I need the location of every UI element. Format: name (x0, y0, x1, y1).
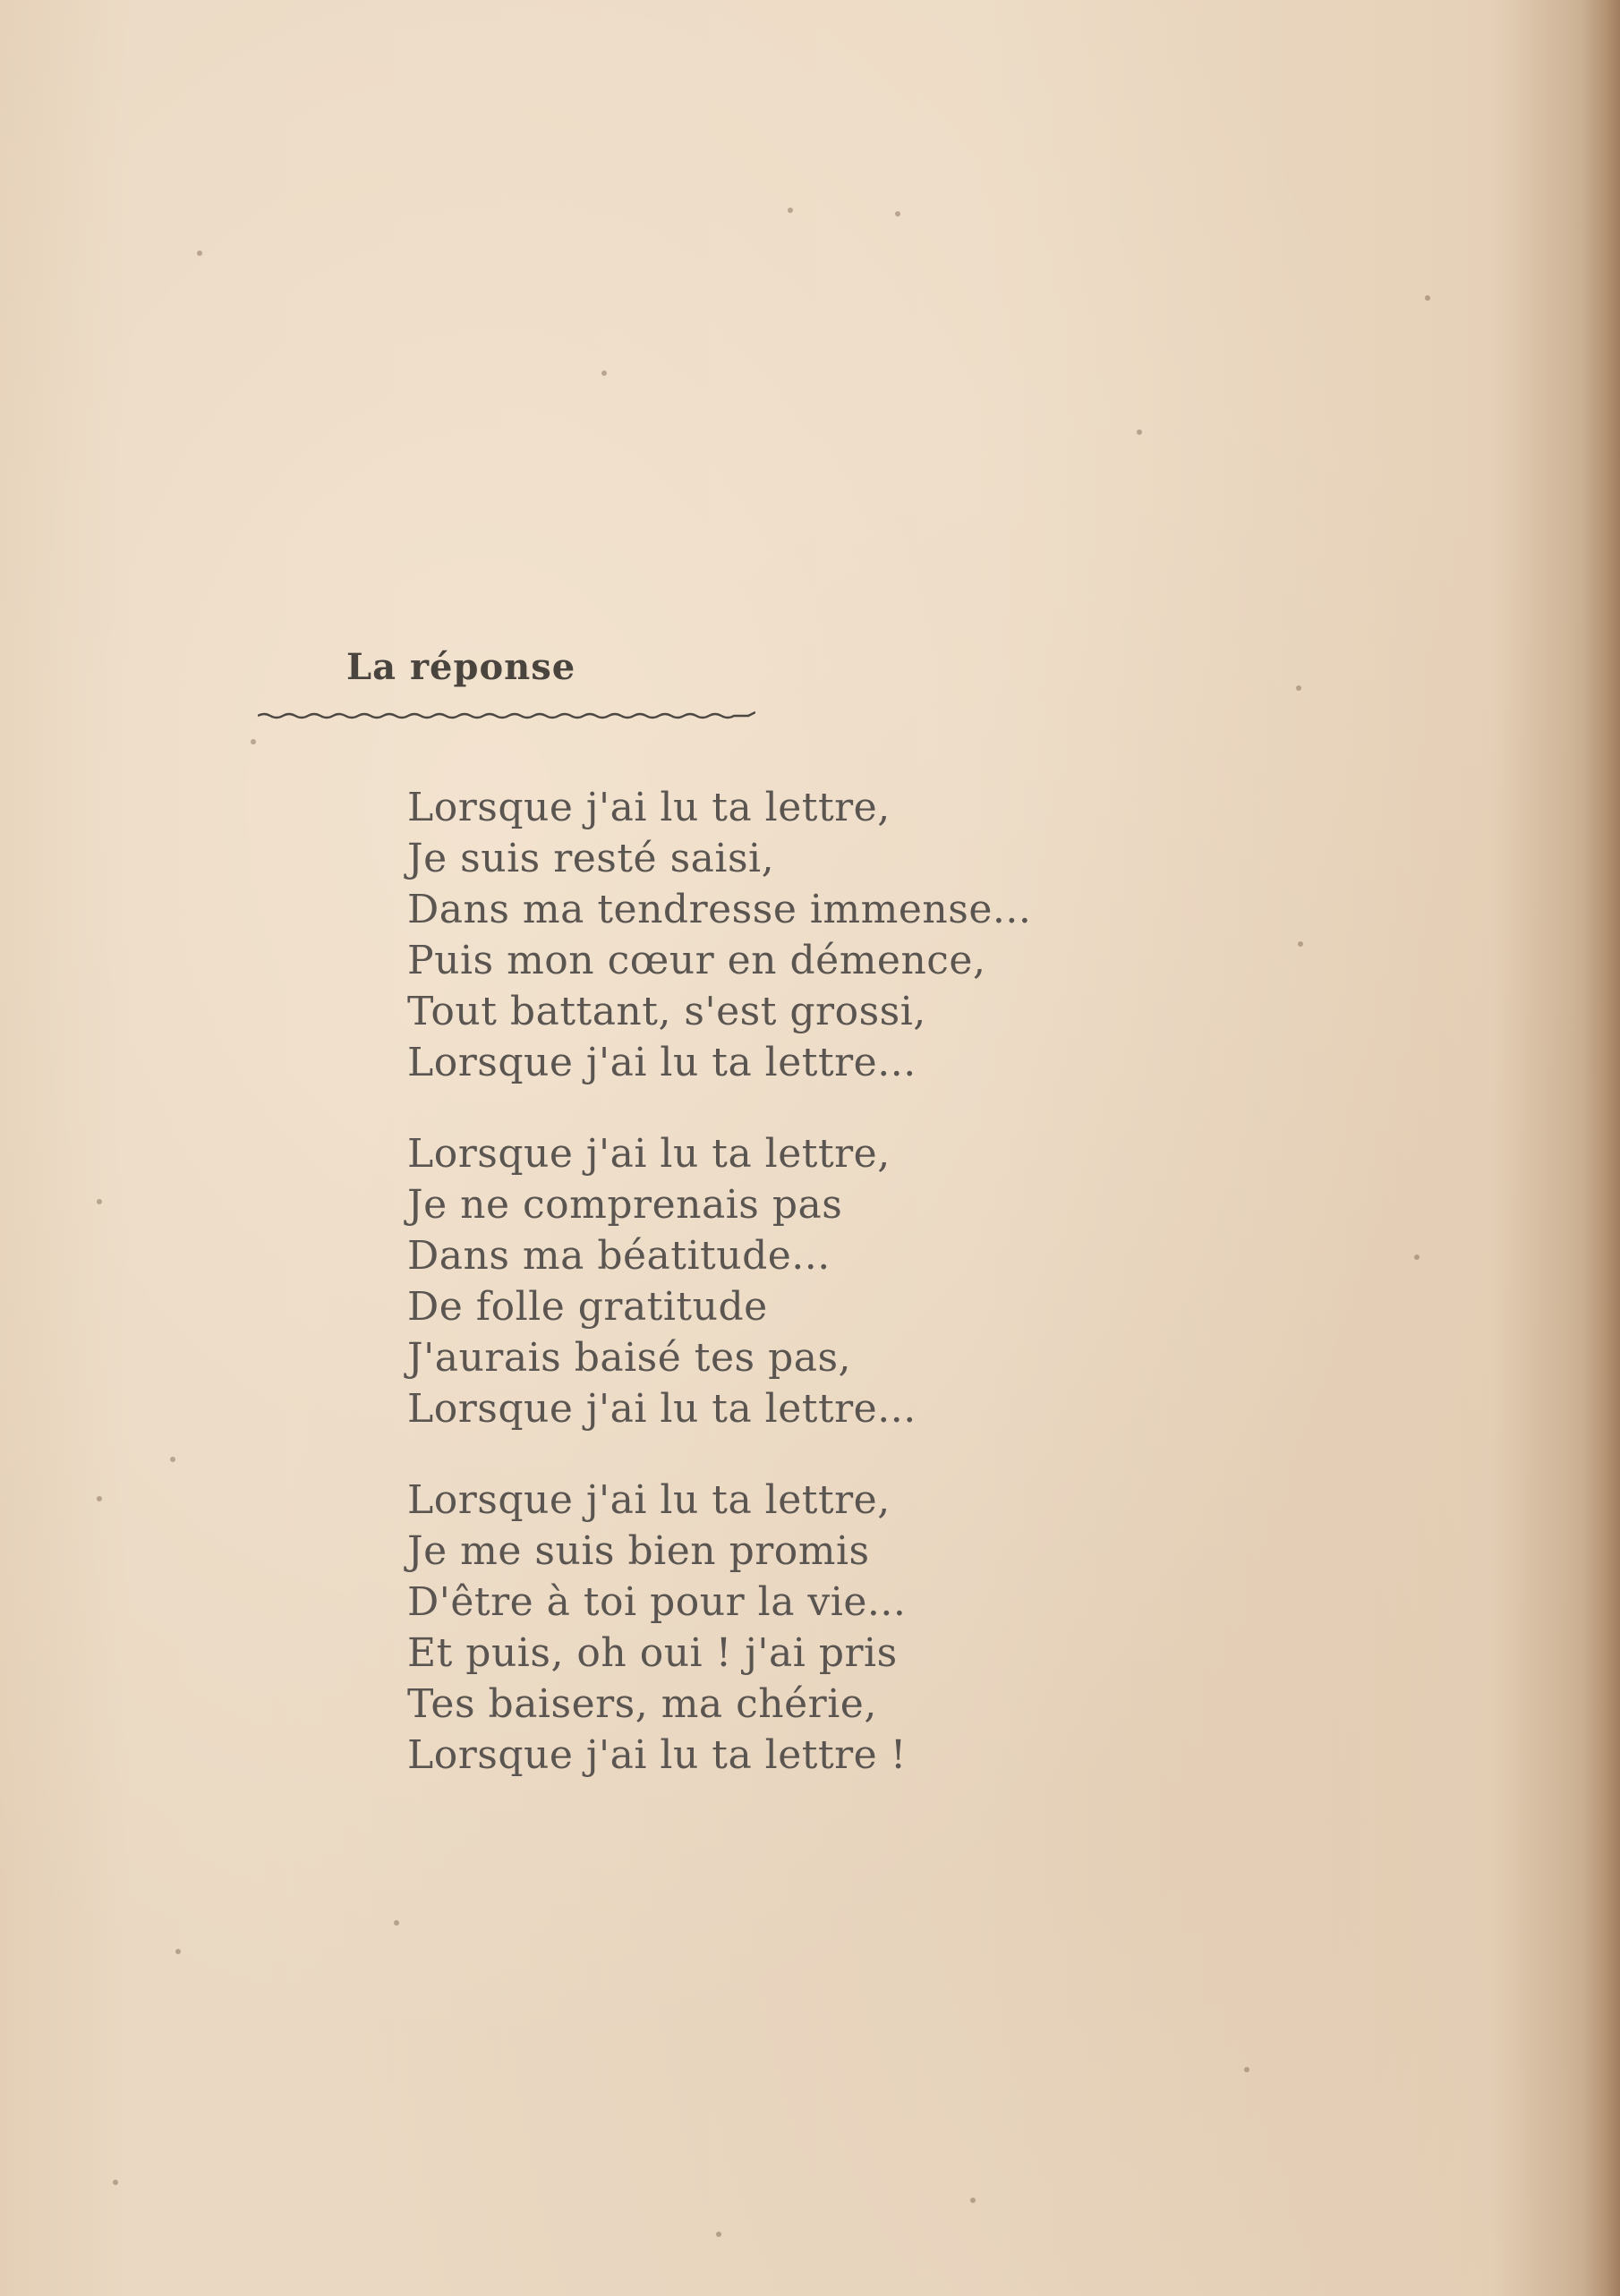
verse-line: D'être à toi pour la vie... (407, 1579, 907, 1625)
poem-title: La réponse (346, 646, 576, 688)
paper-speck (251, 739, 256, 744)
paper-speck (394, 1920, 399, 1926)
paper-speck (895, 211, 900, 217)
paper-speck (175, 1949, 181, 1954)
verse-line: Dans ma béatitude... (407, 1233, 831, 1279)
stanza-2 (407, 1128, 1031, 1434)
poem-body (407, 782, 1031, 1821)
stanza-3 (407, 1475, 1031, 1781)
verse-line: Je ne comprenais pas (407, 1182, 843, 1228)
verse-line: Puis mon cœur en démence, (407, 938, 986, 983)
stanza-1 (407, 782, 1031, 1088)
verse-line: Lorsque j'ai lu ta lettre... (407, 1386, 917, 1432)
paper-speck (197, 251, 202, 256)
verse-line: J'aurais baisé tes pas, (407, 1335, 852, 1381)
verse-line: De folle gratitude (407, 1284, 768, 1330)
paper-speck (97, 1496, 102, 1501)
paper-speck (788, 208, 793, 213)
verse-line: Lorsque j'ai lu ta lettre... (407, 1040, 917, 1085)
page-edge-shadow (1584, 0, 1620, 2296)
paper-speck (970, 2198, 976, 2203)
paper-speck (1244, 2067, 1249, 2072)
verse-line: Lorsque j'ai lu ta lettre ! (407, 1732, 907, 1778)
paper-speck (1425, 295, 1430, 301)
paper-speck (113, 2180, 118, 2185)
paper-speck (1298, 941, 1303, 947)
paper-speck (601, 370, 607, 376)
verse-line: Je suis resté saisi, (407, 836, 775, 881)
paper-speck (1414, 1254, 1420, 1260)
verse-line: Et puis, oh oui ! j'ai pris (407, 1630, 898, 1676)
verse-line: Lorsque j'ai lu ta lettre, (407, 785, 891, 830)
paper-speck (716, 2232, 721, 2237)
verse-line: Tout battant, s'est grossi, (407, 989, 926, 1034)
verse-line: Tes baisers, ma chérie, (407, 1681, 877, 1727)
verse-line: Lorsque j'ai lu ta lettre, (407, 1131, 891, 1177)
paper-speck (1296, 685, 1301, 691)
verse-line: Je me suis bien promis (407, 1528, 870, 1574)
paper-speck (1137, 429, 1142, 435)
verse-line: Dans ma tendresse immense... (407, 887, 1032, 932)
paper-speck (97, 1199, 102, 1204)
verse-line: Lorsque j'ai lu ta lettre, (407, 1477, 891, 1523)
title-underline-ornament (258, 710, 755, 723)
paper-speck (170, 1457, 175, 1462)
